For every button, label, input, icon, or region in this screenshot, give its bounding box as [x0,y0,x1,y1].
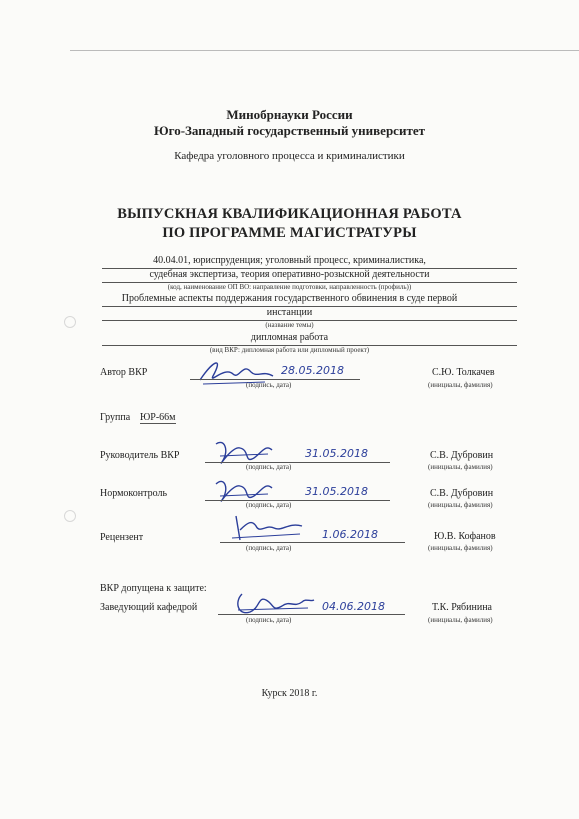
head-of-department-name: Т.К. Рябинина [432,602,492,613]
work-type-caption: (вид ВКР: дипломная работа или дипломный проект) [209,346,370,354]
reviewer-signature [228,512,308,546]
program-line2: судебная экспертиза, теория оперативно-розыскной деятельности [149,269,430,280]
topic-line2: инстанции [266,307,313,318]
reviewer-label: Рецензент [100,532,144,543]
document-title-line2: ПО ПРОГРАММЕ МАГИСТРАТУРЫ [162,225,417,241]
university-name: Юго-Западный государственный университет [154,123,425,138]
normcontrol-label: Нормоконтроль [100,488,168,499]
punch-hole [64,510,76,522]
author-signature-line [190,379,360,380]
author-name-caption: (инициалы, фамилия) [428,381,493,389]
supervisor-name: С.В. Дубровин [430,450,494,461]
head-of-department-sig-caption: (подпись, дата) [246,616,292,624]
supervisor-signature-line [205,462,390,463]
city-year: Курск 2018 г. [261,688,318,699]
document-title-line1: ВЫПУСКНАЯ КВАЛИФИКАЦИОННАЯ РАБОТА [117,206,462,222]
scan-edge-line [70,50,579,51]
normcontrol-sig-caption: (подпись, дата) [246,501,292,509]
head-of-department-label: Заведующий кафедрой [100,602,198,613]
admission-text: ВКР допущена к защите: [100,583,207,594]
normcontrol-name-caption: (инициалы, фамилия) [428,501,493,509]
head-of-department-signature-line [218,614,405,615]
group-value: ЮР-66м [140,412,176,423]
supervisor-sig-caption: (подпись, дата) [246,463,292,471]
normcontrol-name: С.В. Дубровин [430,488,494,499]
topic-line1: Проблемные аспекты поддержания государственного обвинения в суде первой [121,293,458,304]
ministry-name: Минобрнауки России [226,107,353,122]
normcontrol-date: 31.05.2018 [305,485,368,498]
supervisor-name-caption: (инициалы, фамилия) [428,463,493,471]
normcontrol-signature-line [205,500,390,501]
reviewer-sig-caption: (подпись, дата) [246,544,292,552]
topic-caption: (название темы) [265,321,314,329]
reviewer-date: 1.06.2018 [322,528,378,541]
head-of-department-date: 04.06.2018 [322,600,385,613]
head-of-department-name-caption: (инициалы, фамилия) [428,616,493,624]
author-date: 28.05.2018 [281,364,344,377]
supervisor-label: Руководитель ВКР [100,450,180,461]
reviewer-name: Ю.В. Кофанов [434,531,496,542]
supervisor-date: 31.05.2018 [305,447,368,460]
reviewer-name-caption: (инициалы, фамилия) [428,544,493,552]
program-caption: (код, наименование ОП ВО: направление подготовки, направленность (профиль)) [167,283,412,291]
author-name: С.Ю. Толкачев [432,367,495,378]
group-label: Группа [100,412,131,423]
work-type: дипломная работа [250,332,329,343]
department-name: Кафедра уголовного процесса и криминалистики [174,150,405,162]
reviewer-signature-line [220,542,405,543]
author-sig-caption: (подпись, дата) [246,381,292,389]
program-line1: 40.04.01, юриспруденция; уголовный процесс, криминалистика, [153,255,426,266]
author-label: Автор ВКР [100,367,148,378]
